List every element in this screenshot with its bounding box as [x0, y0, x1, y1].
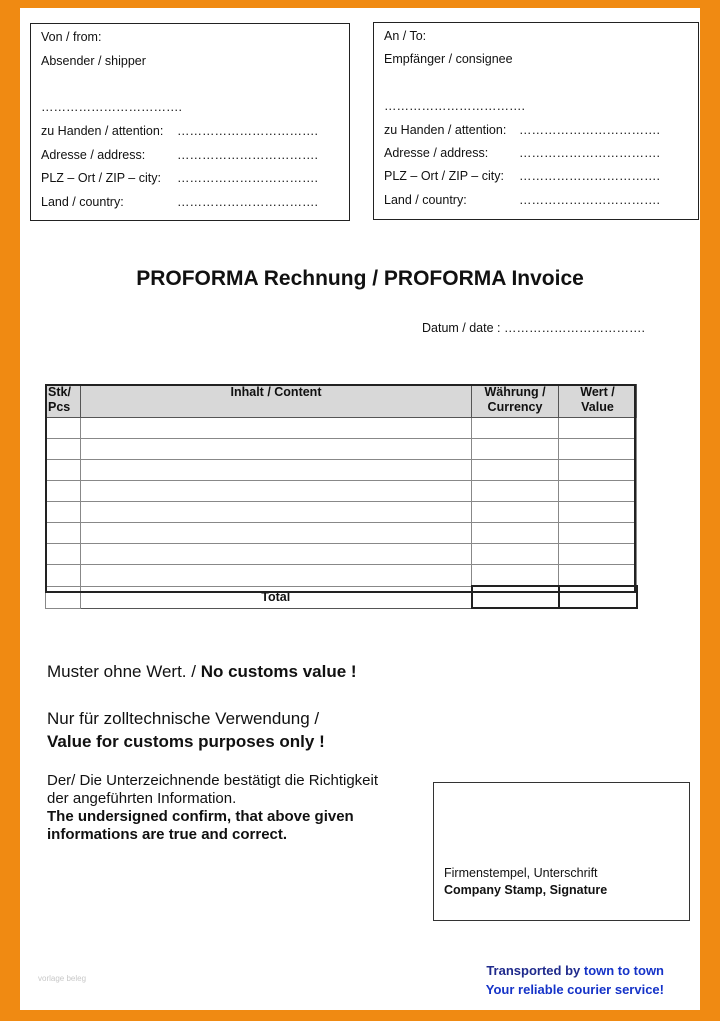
pcs-cell[interactable]: [46, 523, 81, 544]
pcs-header-line1: Stk/: [48, 385, 71, 399]
recipient-country-label: Land / country:: [384, 193, 467, 207]
table-row: [46, 502, 637, 523]
currency-cell[interactable]: [472, 460, 559, 481]
value-cell[interactable]: [559, 565, 637, 587]
customs-purpose-note: [47, 707, 325, 753]
recipient-box: [373, 22, 699, 220]
value-cell[interactable]: [559, 502, 637, 523]
currency-cell[interactable]: [472, 523, 559, 544]
table-row: [46, 460, 637, 481]
sender-subheading: Absender / shipper: [41, 54, 146, 68]
sender-address-label: Adresse / address:: [41, 148, 146, 162]
pcs-cell[interactable]: [46, 502, 81, 523]
total-label: Total: [81, 586, 472, 608]
recipient-attention-field[interactable]: …………………………….: [519, 123, 660, 137]
sender-box: [30, 23, 350, 221]
total-row: [46, 586, 637, 608]
sender-city-field[interactable]: …………………………….: [177, 171, 318, 185]
currency-header-line1: Währung /: [484, 385, 546, 399]
invoice-page: [20, 8, 700, 1010]
pcs-cell[interactable]: [46, 418, 81, 439]
total-spacer-cell: [46, 586, 81, 608]
value-cell[interactable]: [559, 418, 637, 439]
customs-de: Nur für zolltechnische Verwendung /: [47, 709, 320, 728]
recipient-city-label: PLZ – Ort / ZIP – city:: [384, 169, 504, 183]
value-header: [559, 385, 637, 418]
total-value-cell[interactable]: [559, 586, 637, 608]
recipient-attention-label: zu Handen / attention:: [384, 123, 507, 137]
pcs-cell[interactable]: [46, 565, 81, 587]
courier-transported-by: Transported by: [486, 963, 584, 978]
table-row: [46, 439, 637, 460]
confirm-en-line2: informations are true and correct.: [47, 826, 288, 843]
value-cell[interactable]: [559, 460, 637, 481]
currency-header: [472, 385, 559, 418]
value-header-line1: Wert /: [580, 385, 615, 399]
content-cell[interactable]: [81, 439, 472, 460]
table-row: [46, 523, 637, 544]
currency-cell[interactable]: [472, 565, 559, 587]
no-value-de: Muster ohne Wert. /: [47, 662, 201, 681]
value-cell[interactable]: [559, 544, 637, 565]
customs-en: Value for customs purposes only !: [47, 732, 325, 751]
content-cell[interactable]: [81, 460, 472, 481]
confirm-de-line2: der angeführten Information.: [47, 790, 237, 807]
total-currency-cell[interactable]: [472, 586, 559, 608]
value-cell[interactable]: [559, 439, 637, 460]
table-header-row: [46, 385, 637, 418]
content-cell[interactable]: [81, 565, 472, 587]
courier-slogan: Your reliable courier service!: [485, 982, 664, 997]
invoice-table: [45, 384, 638, 609]
content-cell[interactable]: [81, 481, 472, 502]
pcs-cell[interactable]: [46, 460, 81, 481]
currency-cell[interactable]: [472, 544, 559, 565]
recipient-subheading: Empfänger / consignee: [384, 52, 513, 66]
document-title: PROFORMA Rechnung / PROFORMA Invoice: [136, 267, 584, 290]
stamp-label-en: Company Stamp, Signature: [444, 883, 608, 897]
currency-cell[interactable]: [472, 502, 559, 523]
date-field[interactable]: Datum / date : …………………………….: [422, 321, 645, 335]
confirm-en-line1: The undersigned confirm, that above given: [47, 808, 354, 825]
courier-line1: [486, 961, 664, 980]
pcs-header-line2: Pcs: [48, 400, 71, 414]
courier-footer: [486, 961, 664, 999]
sender-city-label: PLZ – Ort / ZIP – city:: [41, 171, 161, 185]
no-value-en: No customs value !: [200, 662, 357, 681]
confirmation-note: [47, 772, 378, 844]
value-cell[interactable]: [559, 523, 637, 544]
content-header: Inhalt / Content: [81, 385, 472, 418]
currency-cell[interactable]: [472, 439, 559, 460]
watermark: vorlage beleg: [38, 974, 87, 983]
table-row: [46, 544, 637, 565]
content-cell[interactable]: [81, 544, 472, 565]
sender-country-field[interactable]: …………………………….: [177, 195, 318, 209]
recipient-heading: An / To:: [384, 29, 427, 43]
sender-heading: Von / from:: [41, 30, 102, 44]
recipient-address-label: Adresse / address:: [384, 146, 489, 160]
pcs-cell[interactable]: [46, 439, 81, 460]
sender-address-field[interactable]: …………………………….: [177, 148, 318, 162]
sender-name-line: …………………………….: [41, 100, 182, 114]
currency-cell[interactable]: [472, 418, 559, 439]
content-cell[interactable]: [81, 523, 472, 544]
recipient-city-field[interactable]: …………………………….: [519, 169, 660, 183]
pcs-cell[interactable]: [46, 544, 81, 565]
content-cell[interactable]: [81, 418, 472, 439]
value-cell[interactable]: [559, 481, 637, 502]
stamp-label-de: Firmenstempel, Unterschrift: [444, 866, 598, 880]
pcs-header: [46, 385, 81, 418]
table-row: [46, 481, 637, 502]
no-customs-value-note: [47, 662, 357, 682]
sender-attention-field[interactable]: …………………………….: [177, 124, 318, 138]
confirm-de-line1: Der/ Die Unterzeichnende bestätigt die Richtigkeit: [47, 772, 379, 789]
recipient-name-line: …………………………….: [384, 99, 525, 113]
recipient-country-field[interactable]: …………………………….: [519, 193, 660, 207]
value-header-line2: Value: [581, 400, 614, 414]
sender-country-label: Land / country:: [41, 195, 124, 209]
recipient-address-field[interactable]: …………………………….: [519, 146, 660, 160]
stamp-signature-box[interactable]: [433, 782, 690, 921]
pcs-cell[interactable]: [46, 481, 81, 502]
sender-attention-label: zu Handen / attention:: [41, 124, 164, 138]
courier-brand: town to town: [583, 963, 664, 978]
table-row: [46, 418, 637, 439]
content-cell[interactable]: [81, 502, 472, 523]
currency-cell[interactable]: [472, 481, 559, 502]
currency-header-line2: Currency: [487, 400, 543, 414]
table-row: [46, 565, 637, 587]
